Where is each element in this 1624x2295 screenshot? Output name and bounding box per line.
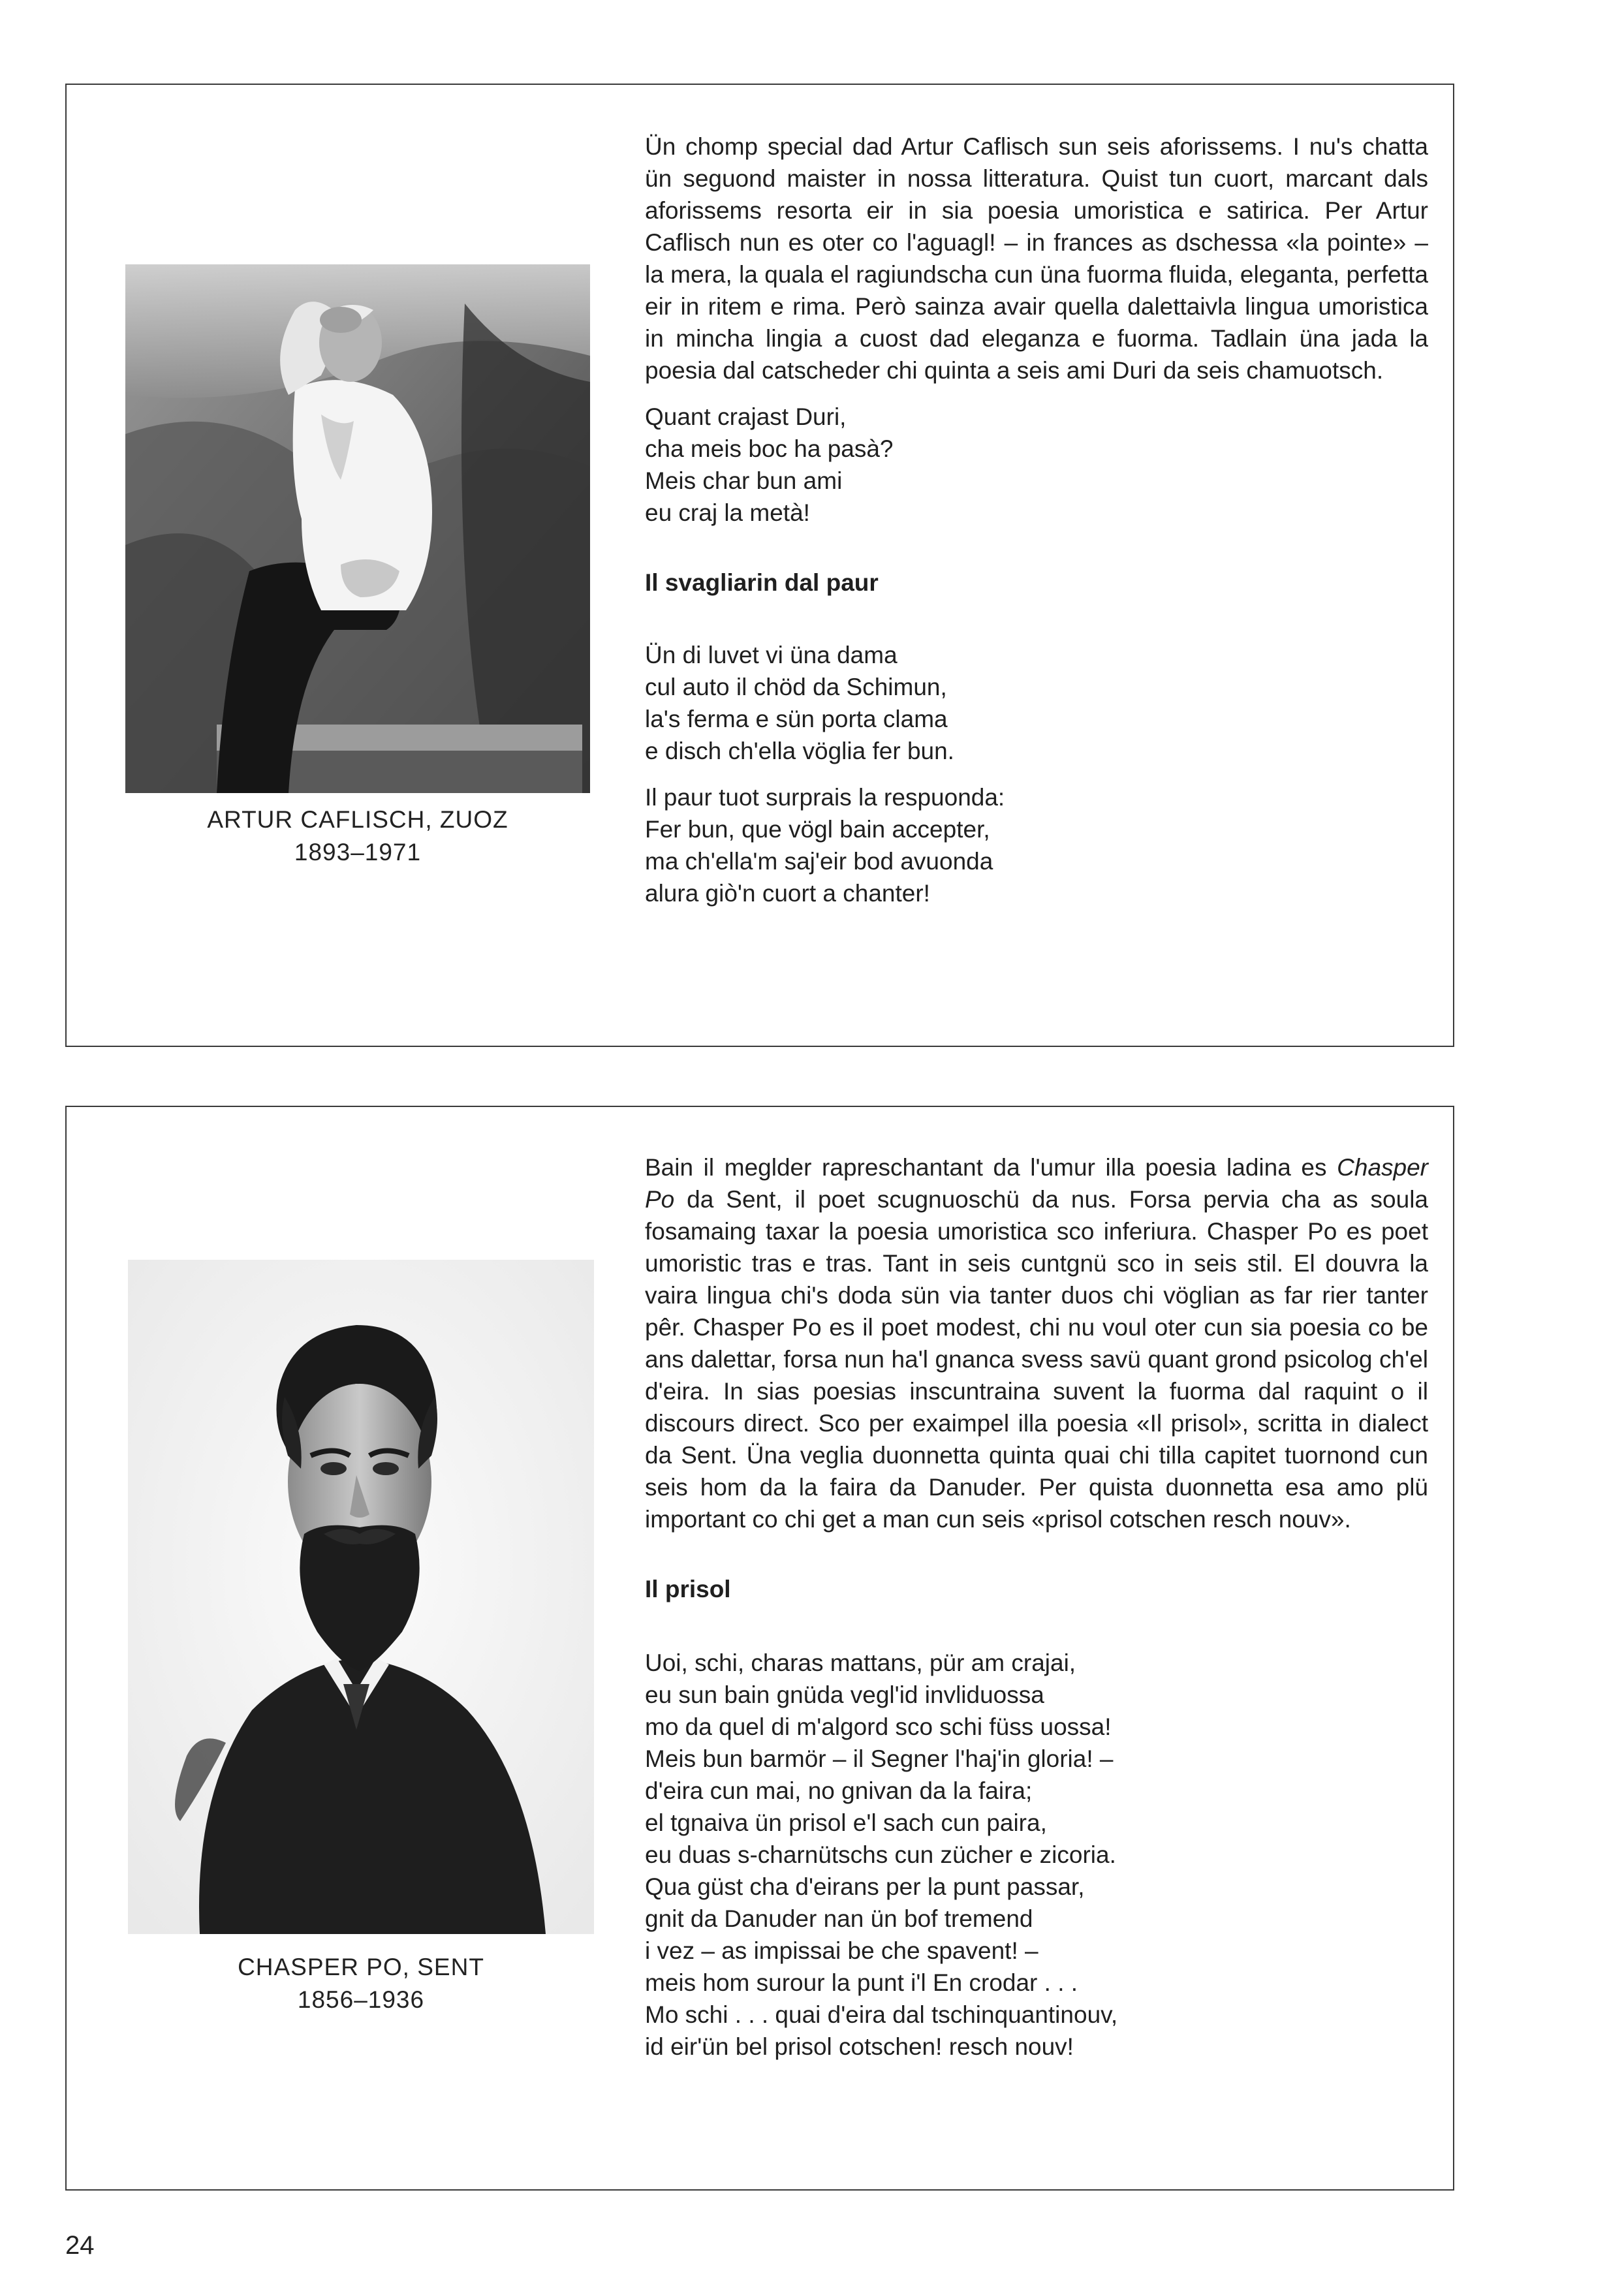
- verse-line: e disch ch'ella vöglia fer bun.: [645, 738, 954, 764]
- poem-stanza: [645, 1647, 1428, 2063]
- verse-line: id eir'ün bel prisol cotschen! resch nouv!: [645, 2033, 1074, 2060]
- verse-line: ma ch'ella'm saj'eir bod avuonda: [645, 848, 993, 875]
- verse-line: meis hom surour la punt i'l En crodar . . .: [645, 1969, 1078, 1996]
- aphorism-verse: [645, 401, 1428, 529]
- intro-paragraph: [645, 1151, 1428, 1535]
- poem-stanza: [645, 639, 1428, 767]
- verse-line: d'eira cun mai, no gnivan da la faira;: [645, 1777, 1033, 1804]
- photo-caption: [125, 804, 590, 869]
- portrait-artur-caflisch-image: [125, 264, 590, 793]
- verse-line: Fer bun, que vögl bain accepter,: [645, 816, 990, 843]
- verse-line: Il paur tuot surprais la respuonda:: [645, 784, 1005, 811]
- portrait-photo-artur-caflisch: [125, 264, 590, 793]
- caption-years: 1893–1971: [294, 839, 422, 866]
- portrait-photo-chasper-po: [128, 1260, 594, 1934]
- poem-stanza: [645, 781, 1428, 909]
- verse-line: cha meis boc ha pasà?: [645, 435, 894, 462]
- verse-line: mo da quel di m'algord sco schi füss uossa!: [645, 1713, 1112, 1740]
- intro-paragraph: Ün chomp special dad Artur Caflisch sun seis aforissems. I nu's chatta ün seguond maister in nossa litteratura. Quist tun cuort, marcant dals aforissems resorta eir in sia poesia umoristica e satirica. Per Artur Caflisch nun es oter co l'aguagl! – in frances as dschessa «la pointe» – la mera, la quala el ragiundscha cun üna fuorma fluida, eleganta, perfetta eir in ritem e rima. Però sainza avair quella dalettaivla lingua umoristica in mincha lingia a cuost dad eleganza e fuorma. Tadlain üna jada la poesia dal catscheder chi quinta a seis ami Duri da seis chamuotsch.: [645, 133, 1428, 384]
- section-text: [645, 1151, 1428, 2077]
- verse-line: el tgnaiva ün prisol e'l sach cun paira,: [645, 1809, 1047, 1836]
- verse-line: Meis char bun ami: [645, 467, 843, 494]
- verse-line: Qua güst cha d'eirans per la punt passar,: [645, 1873, 1085, 1900]
- page-number: 24: [65, 2231, 95, 2260]
- verse-line: Uoi, schi, charas mattans, pür am crajai,: [645, 1649, 1076, 1676]
- verse-line: Meis bun barmör – il Segner l'haj'in gloria! –: [645, 1745, 1114, 1772]
- section-text: [645, 131, 1428, 924]
- verse-line: i vez – as impissai be che spavent! –: [645, 1937, 1038, 1964]
- photo-caption: [128, 1951, 594, 2016]
- verse-line: gnit da Danuder nan ün bof tremend: [645, 1905, 1033, 1932]
- verse-line: Ün di luvet vi üna dama: [645, 642, 898, 668]
- section-chasper-po: [65, 1106, 1454, 2191]
- poem-title: Il svagliarin dal paur: [645, 569, 879, 596]
- verse-line: la's ferma e sün porta clama: [645, 706, 948, 732]
- verse-line: alura giò'n cuort a chanter!: [645, 880, 930, 907]
- verse-line: Quant crajast Duri,: [645, 403, 847, 430]
- verse-line: Mo schi . . . quai d'eira dal tschinquantinouv,: [645, 2001, 1118, 2028]
- verse-line: eu sun bain gnüda vegl'id invliduossa: [645, 1681, 1044, 1708]
- section-artur-caflisch: [65, 84, 1454, 1047]
- intro-text-after: da Sent, il poet scugnuoschü da nus. Forsa pervia cha as soula fosamaing taxar la poesia umoristica sco inferiura. Chasper Po es poet umoristic tras e tras. Tant in seis cuntgnü sco in seis stil. El douvra la vaira lingua chi's doda sün via tanter duos chi vöglian as far rier tanter pêr. Chasper Po es il poet modest, chi nu voul oter cun sia poesia co be ans dalettar, forsa nun ha'l gnanca svess savü quant grond psicolog ch'el d'eira. In sias poesias inscuntraina suvent la fuorma dal raquint o il discours direct. Sco per exaimpel illa poesia «Il prisol», scritta in dialect da Sent. Üna veglia duonnetta quinta quai chi tilla capitet tuornond cun seis hom da la faira da Danuder. Per quista duonnetta esa amo plü important co chi get a man cun seis «prisol cotschen resch nouv».: [645, 1186, 1428, 1533]
- caption-years: 1856–1936: [297, 1986, 425, 2013]
- verse-line: eu craj la metà!: [645, 499, 810, 526]
- poem-title: Il prisol: [645, 1576, 731, 1602]
- verse-line: eu duas s-charnütschs cun zücher e zicoria.: [645, 1841, 1116, 1868]
- caption-name: ARTUR CAFLISCH, ZUOZ: [207, 806, 508, 833]
- verse-line: cul auto il chöd da Schimun,: [645, 674, 947, 700]
- portrait-chasper-po-image: [128, 1260, 594, 1934]
- intro-text-before: Bain il meglder rapreschantant da l'umur illa poesia ladina es: [645, 1154, 1337, 1181]
- caption-name: CHASPER PO, SENT: [238, 1954, 484, 1980]
- poet-name-italic: Chasper Po: [645, 1154, 1428, 1213]
